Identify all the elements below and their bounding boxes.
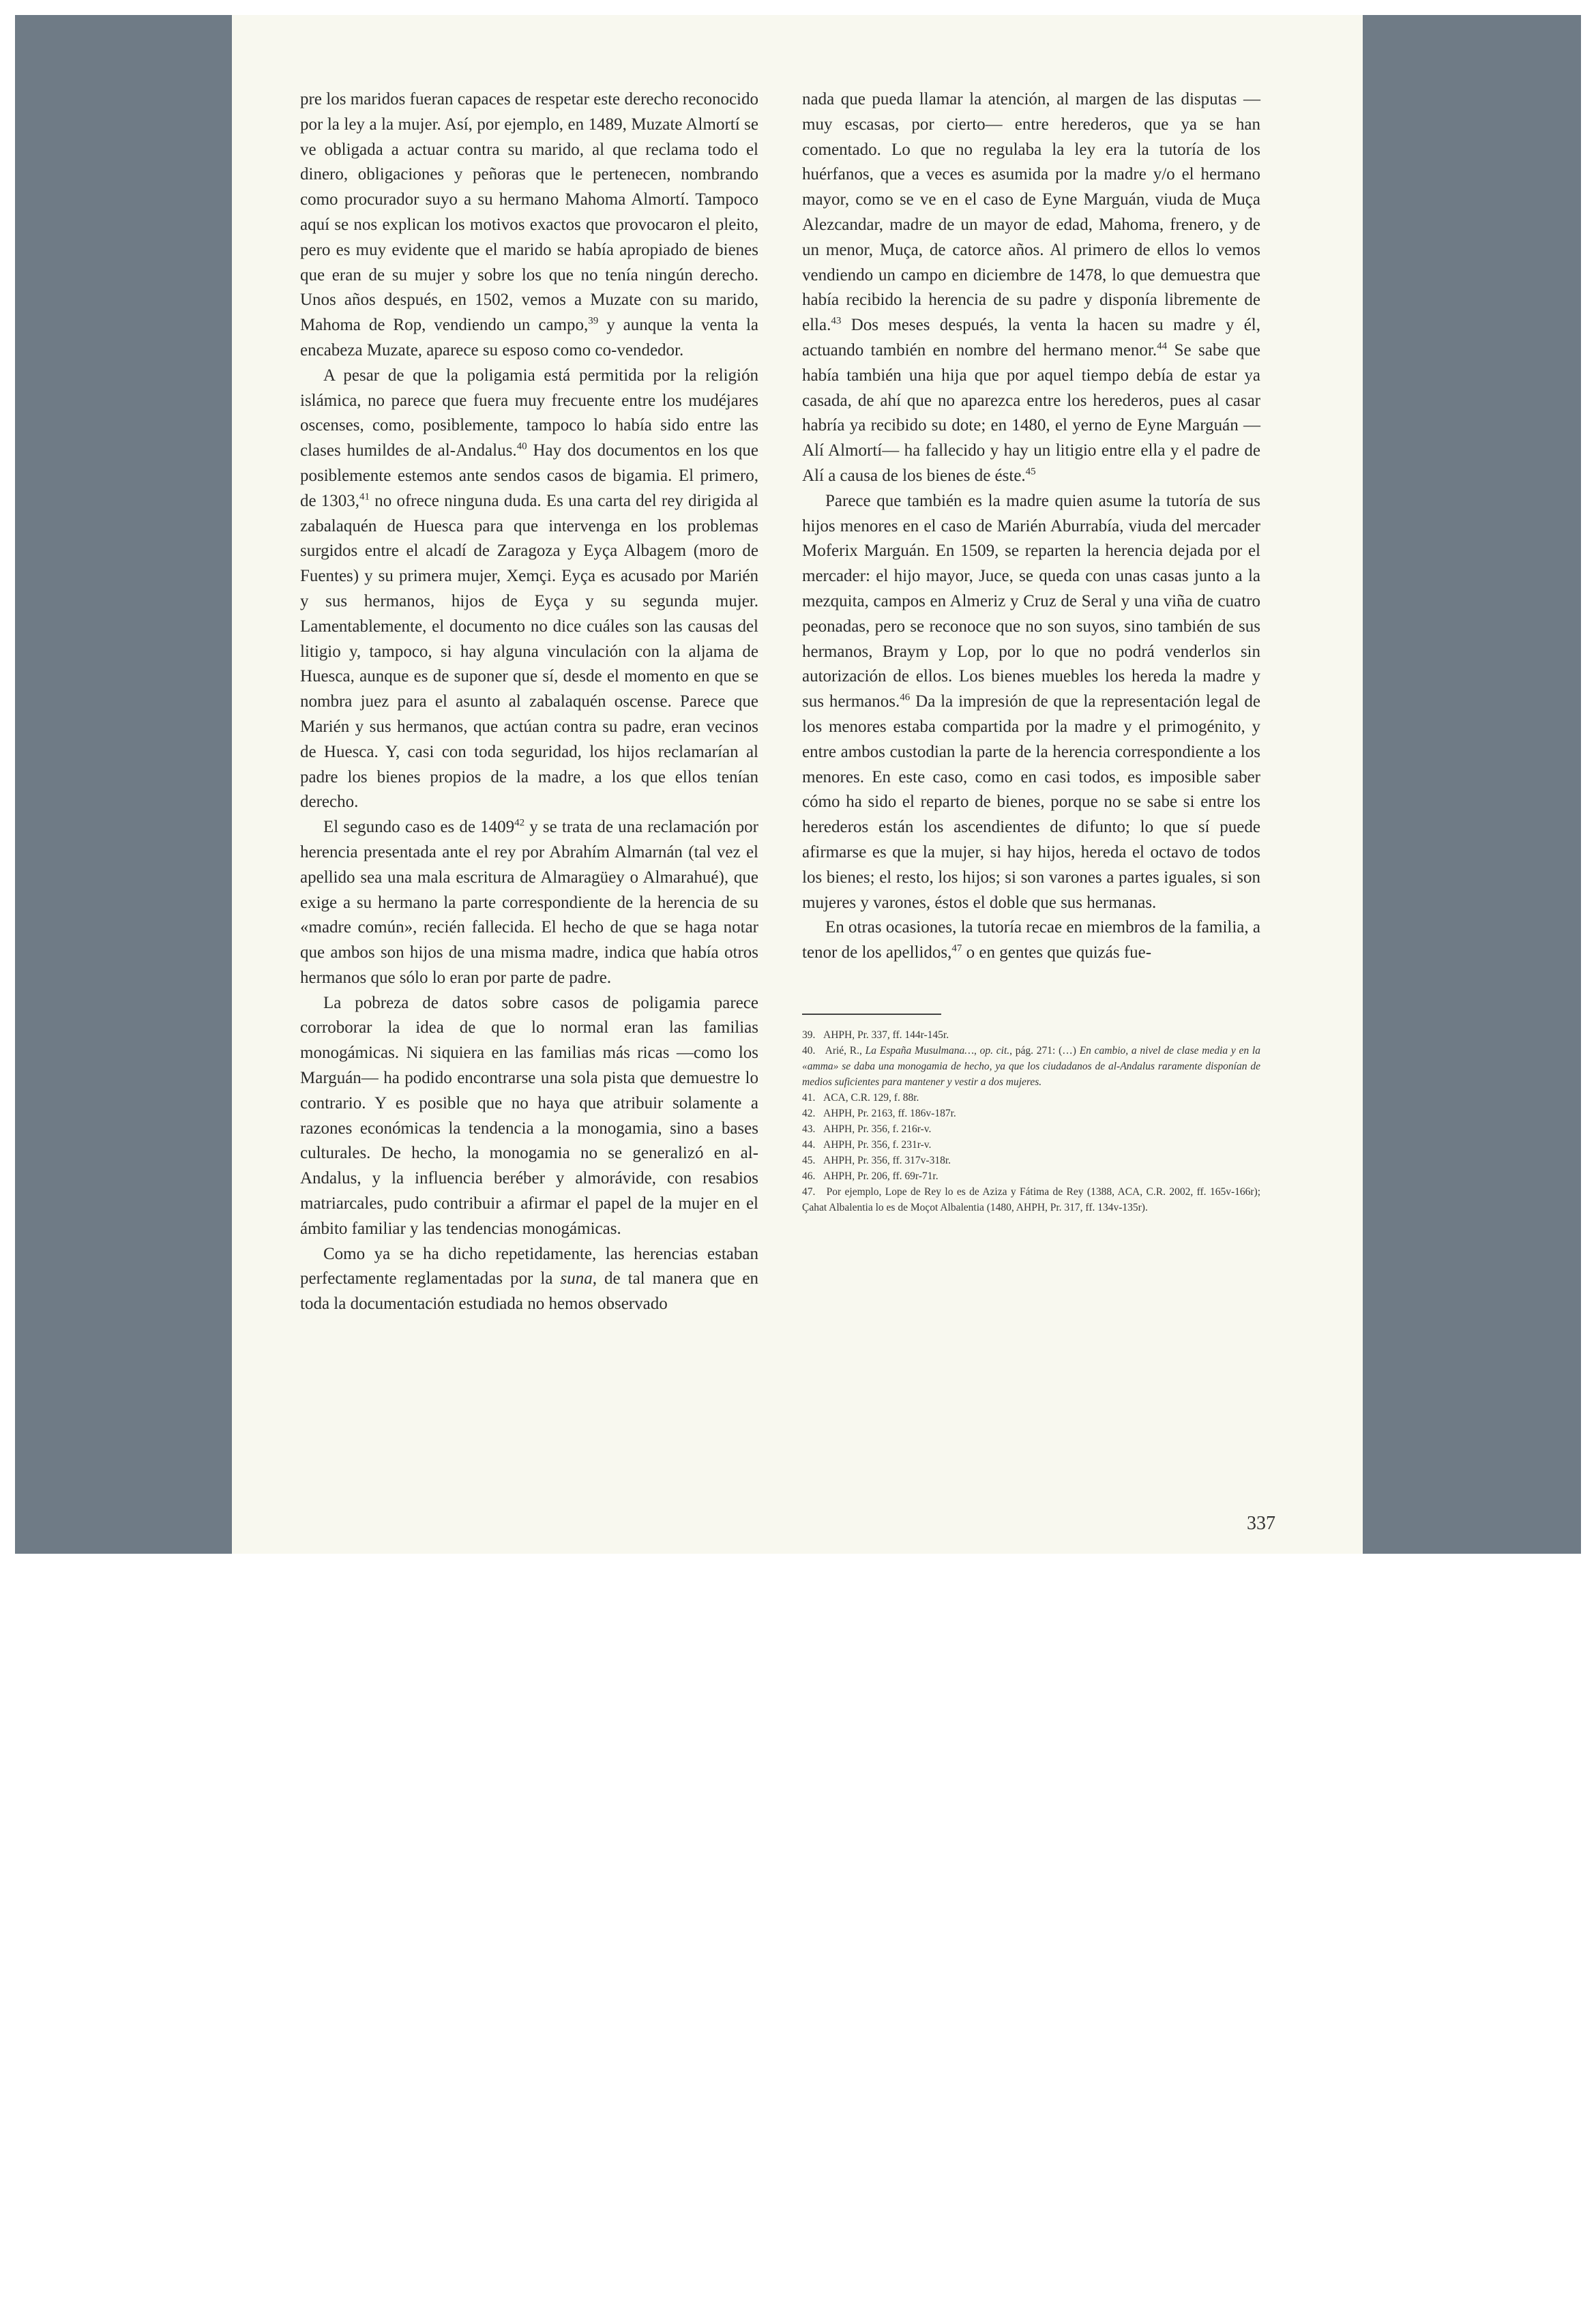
right-text-column xyxy=(802,87,1260,1215)
paragraph: La pobreza de datos sobre casos de poligamia parece corroborar la idea de que lo normal eran las familias monogámicas. Ni siquiera en las familias más ricas —como los Marguán— ha podido encontrarse una sola pista que demuestre lo contrario. Y es posible que no haya que atribuir solamente a razones económicas la tendencia a la monogamia, sino a bases culturales. De hecho, la monogamia no se generalizó en al-Andalus, y la influencia beréber y almorávide, con resabios matriarcales, pudo contribuir a afirmar el papel de la mujer en el ámbito familiar y las tendencias monogámicas. xyxy=(300,993,758,1238)
paragraph: Parece que también es la madre quien asume la tutoría de sus hijos menores en el caso de Marién Aburrabía, viuda del mercader Moferix Marguán. En 1509, se reparten la herencia dejada por el mercader: el hijo mayor, Juce, se queda con unas casas junto a la mezquita, campos en Almeriz y Cruz de Seral y una viña de cuatro peonadas, pero se reconoce que no son suyos, sino también de sus hermanos, Braym y Lop, por lo que no podrá venderlos sin autorización de ellos. Los bienes muebles los hereda la madre y sus hermanos.$^{46}$ Da la impresión de que la representación legal de los menores estaba compartida por la madre y el primogénito, y entre ambos custodian la parte de la herencia correspondiente a los menores. En este caso, como en casi todos, es imposible saber cómo ha sido el reparto de bienes, porque no se sabe si entre los herederos están los ascendientes de difunto; lo que sí puede afirmarse es que la mujer, si hay hijos, hereda el octavo de todos los bienes; el resto, los hijos; si son varones a partes iguales, si son mujeres y varones, éstos el doble que sus hermanas. xyxy=(802,491,1260,912)
left-text-column xyxy=(300,87,758,1317)
footnote-ref[interactable]: 41 xyxy=(359,491,370,503)
footnote: 45. AHPH, Pr. 356, ff. 317v-318r. xyxy=(802,1154,951,1166)
footnote: 42. AHPH, Pr. 2163, ff. 186v-187r. xyxy=(802,1107,956,1119)
footnote: 44. AHPH, Pr. 356, f. 231r-v. xyxy=(802,1138,932,1151)
footnote-ref[interactable]: 40 xyxy=(516,441,527,452)
footnote-ref[interactable]: 44 xyxy=(1157,340,1168,352)
paragraph: En otras ocasiones, la tutoría recae en miembros de la familia, a tenor de los apellidos,$^{47}$ o en gentes que quizás fue- xyxy=(802,918,1260,962)
footnote-ref[interactable]: 47 xyxy=(951,943,962,954)
footnote-ref[interactable]: 39 xyxy=(588,315,599,327)
footnotes xyxy=(802,1027,1260,1215)
footnote-ref[interactable]: 45 xyxy=(1025,466,1036,477)
paragraph: pre los maridos fueran capaces de respetar este derecho reconocido por la ley a la mujer. Así, por ejemplo, en 1489, Muzate Almortí se ve obligada a actuar contra su marido, al que reclama todo el dinero, obligaciones y peñoras que le pertenecen, nombrando como procurador suyo a su hermano Mahoma Almortí. Tampoco aquí se nos explican los motivos exactos que provocaron el pleito, pero es muy evidente que el marido se había apropiado de bienes que eran de su mujer y sobre los que no tenía ningún derecho. Unos años después, en 1502, vemos a Muzate con su marido, Mahoma de Rop, vendiendo un campo,$^{39}$ y aunque la venta la encabeza Muzate, aparece su esposo como co-vendedor. xyxy=(300,90,758,359)
footnote-ref[interactable]: 42 xyxy=(514,817,525,829)
paragraph: Como ya se ha dicho repetidamente, las herencias estaban perfectamente reglamentadas por la suna, de tal manera que en toda la documentación estudiada no hemos observado xyxy=(300,1244,758,1314)
footnote: 47. Por ejemplo, Lope de Rey lo es de Aziza y Fátima de Rey (1388, ACA, C.R. 2002, ff. 165v-166r); Çahat Albalentia lo es de Moçot Albalentia (1480, AHPH, Pr. 317, ff. 134v-135r). xyxy=(802,1185,1260,1213)
footnote-ref[interactable]: 43 xyxy=(831,315,842,327)
paragraph: A pesar de que la poligamia está permitida por la religión islámica, no parece que fuera muy frecuente entre los mudéjares oscenses, como, posiblemente, tampoco lo había sido entre las clases humildes de al-Andalus.$^{40}$ Hay dos documentos en los que posiblemente estemos ante sendos casos de bigamia. El primero, de 1303,41 no ofrece ninguna duda. Es una carta del rey dirigida al zabalaquén de Huesca para que intervenga en los problemas surgidos entre el alcadí de Zaragoza y Eyça Albagem (moro de Fuentes) y su primera mujer, Xemçi. Eyça es acusado por Marién y sus hermanos, hijos de Eyça y su segunda mujer. Lamentablemente, el documento no dice cuáles son las causas del litigio y, tampoco, si hay alguna vinculación con la aljama de Huesca, aunque es de suponer que sí, desde el momento en que se nombra juez para el asunto al zabalaquén oscense. Parece que Marién y sus hermanos, que actúan contra su padre, eran vecinos de Huesca. Y, casi con toda seguridad, los hijos reclamarían al padre los bienes propios de la madre, a los que ellos tenían derecho. xyxy=(300,366,758,812)
footnote: 41. ACA, C.R. 129, f. 88r. xyxy=(802,1091,919,1104)
footnote: 46. AHPH, Pr. 206, ff. 69r-71r. xyxy=(802,1170,939,1182)
footnote-separator xyxy=(802,1014,941,1015)
book-page xyxy=(232,15,1363,1554)
footnote: 43. AHPH, Pr. 356, f. 216r-v. xyxy=(802,1123,932,1135)
page-number: 337 xyxy=(1247,1513,1275,1534)
paragraph: El segundo caso es de 1409$^{42}$ y se trata de una reclamación por herencia presentada ante el rey por Abrahím Almarnán (tal vez el apellido sea una mala escritura de Almaragüey o Almarahué), que exige a su hermano la parte correspondiente de la herencia de su «madre común», recién fallecida. El hecho de que se haga notar que ambos son hijos de una misma madre, indica que había otros hermanos que sólo lo eran por parte de padre. xyxy=(300,817,758,987)
footnote-ref[interactable]: 46 xyxy=(900,692,911,703)
paragraph: nada que pueda llamar la atención, al margen de las disputas —muy escasas, por cierto— entre herederos, que ya se han comentado. Lo que no regulaba la ley era la tutoría de los huérfanos, que a veces es asumida por la madre y/o el hermano mayor, como se ve en el caso de Eyne Marguán, viuda de Muça Alezcandar, madre de un mayor de edad, Mahoma, frenero, y de un menor, Muça, de catorce años. Al primero de ellos lo vemos vendiendo un campo en diciembre de 1478, lo que demuestra que había recibido la herencia de su padre y disponía libremente de ella.$^{43}$ Dos meses después, la venta la hacen su madre y él, actuando también en nombre del hermano menor.$^{44}$ Se sabe que había también una hija que por aquel tiempo debía de estar ya casada, de ahí que no aparezca entre los herederos, pues al casar habría ya recibido su dote; en 1480, el yerno de Eyne Marguán —Alí Almortí— ha fallecido y hay un litigio entre ella y el padre de Alí a causa de los bienes de éste.$^{45}$ xyxy=(802,90,1260,485)
footnote: 39. AHPH, Pr. 337, ff. 144r-145r. xyxy=(802,1029,949,1041)
footnote: 40. Arié, R., La España Musulmana…, op. cit., pág. 271: (…) En cambio, a nivel de clase media y en la «amma» se daba una monogamia de hecho, ya que los ciudadanos de al-Andalus raramente disponían de medios suficientes para mantener y vestir a dos mujeres. xyxy=(802,1044,1260,1088)
